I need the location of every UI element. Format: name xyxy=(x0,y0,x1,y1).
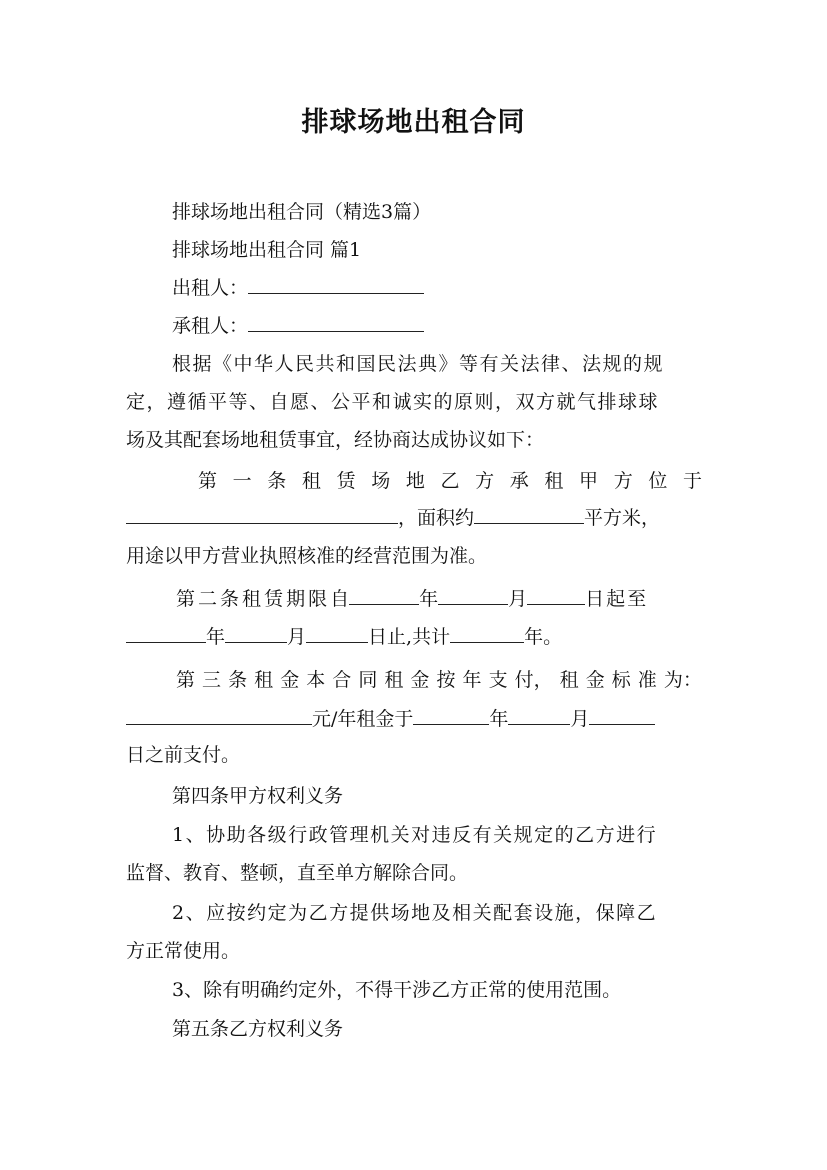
article1-line1 xyxy=(198,463,702,499)
part-heading: 排球场地出租合同 篇1 xyxy=(172,239,362,261)
spread-char: 租 xyxy=(544,470,564,492)
spread-char: 租 xyxy=(559,669,579,691)
pay-day-blank xyxy=(589,702,655,725)
spread-char: 二 xyxy=(198,588,218,610)
spread-char: 条 xyxy=(228,669,248,691)
lessee-label: 承租人： xyxy=(172,315,249,337)
article3-line3: 日之前支付。 xyxy=(126,744,241,766)
pay-year-label: 年 xyxy=(489,708,509,730)
spread-char: 承 xyxy=(509,470,529,492)
spread-char: 位 xyxy=(648,470,668,492)
spread-char: 自 xyxy=(330,588,350,610)
article1-line3: 用途以甲方营业执照核准的经营范围为准。 xyxy=(126,545,488,567)
spread-char: 支 xyxy=(488,669,508,691)
article2-line2 xyxy=(126,619,702,655)
spread-char: 赁 xyxy=(264,588,284,610)
end-year-blank xyxy=(126,620,206,643)
spread-char: 付， xyxy=(514,669,553,691)
end-day-blank xyxy=(306,620,368,643)
lessor-line xyxy=(172,270,702,306)
pay-year-blank xyxy=(413,702,489,725)
spread-char: 租 xyxy=(242,588,262,610)
spread-char: 第 xyxy=(198,470,218,492)
total-years-label: 年。 xyxy=(524,626,563,648)
paragraph-line: 场及其配套场地租赁事宜，经协商达成协议如下： xyxy=(126,429,545,451)
spread-char: 同 xyxy=(358,669,378,691)
spread-char: 三 xyxy=(202,669,222,691)
spread-char: 条 xyxy=(220,588,240,610)
start-day-label: 日起至 xyxy=(585,588,649,610)
spread-char: 地 xyxy=(405,470,425,492)
spread-char: 方 xyxy=(613,470,633,492)
spread-char: 条 xyxy=(267,470,287,492)
spread-char: 标 xyxy=(611,669,631,691)
spread-char: 场 xyxy=(371,470,391,492)
spread-char: 于 xyxy=(682,470,702,492)
spread-char: 金 xyxy=(585,669,605,691)
area-unit: 平方米， xyxy=(584,507,661,529)
spread-char: 金 xyxy=(280,669,300,691)
paragraph-line: 根据《中华人民共和国民法典》等有关法律、法规的规 xyxy=(172,353,665,375)
article4-item2-line2: 方正常使用。 xyxy=(126,940,241,962)
start-month-label: 月 xyxy=(508,588,528,610)
end-month-label: 月 xyxy=(287,626,307,648)
spread-char: 按 xyxy=(436,669,456,691)
spread-char: 限 xyxy=(308,588,328,610)
area-blank xyxy=(474,501,584,524)
lessor-blank xyxy=(248,271,424,294)
article2-lead xyxy=(176,581,349,617)
spread-char: 方 xyxy=(475,470,495,492)
spread-char: 合 xyxy=(332,669,352,691)
pay-month-label: 月 xyxy=(570,708,590,730)
spread-char: 赁 xyxy=(336,470,356,492)
start-year-label: 年 xyxy=(419,588,439,610)
article4-item1-line2: 监督、教育、整顿，直至单方解除合同。 xyxy=(126,862,469,884)
paragraph-line: 定，遵循平等、自愿、公平和诚实的原则，双方就气排球球 xyxy=(126,391,660,413)
spread-char: 为： xyxy=(663,669,702,691)
start-month-blank xyxy=(438,582,508,605)
document-title: 排球场地出租合同 xyxy=(301,107,526,138)
spread-char: 乙 xyxy=(440,470,460,492)
end-month-blank xyxy=(225,620,287,643)
spread-char: 甲 xyxy=(579,470,599,492)
article5-title: 第五条乙方权利义务 xyxy=(172,1018,344,1040)
spread-char: 一 xyxy=(232,470,252,492)
end-day-label: 日止,共计 xyxy=(368,626,451,648)
start-day-blank xyxy=(527,582,585,605)
article4-item1-line1: 1、协助各级行政管理机关对违反有关规定的乙方进行 xyxy=(172,824,658,846)
location-blank xyxy=(126,501,398,524)
lessor-label: 出租人： xyxy=(172,277,249,299)
spread-char: 本 xyxy=(306,669,326,691)
pay-month-blank xyxy=(508,702,570,725)
article1-line2 xyxy=(126,500,702,536)
spread-char: 金 xyxy=(410,669,430,691)
spread-char: 年 xyxy=(462,669,482,691)
article4-item2-line1: 2、应按约定为乙方提供场地及相关配套设施，保障乙 xyxy=(172,902,658,924)
spread-char: 租 xyxy=(384,669,404,691)
area-label: ，面积约 xyxy=(398,507,475,529)
total-years-blank xyxy=(450,620,524,643)
article4-title: 第四条甲方权利义务 xyxy=(172,785,344,807)
subtitle: 排球场地出租合同（精选3篇） xyxy=(172,201,432,223)
start-year-blank xyxy=(349,582,419,605)
lessee-blank xyxy=(248,309,424,332)
rent-unit-label: 元/年租金于 xyxy=(312,708,414,730)
spread-char: 租 xyxy=(301,470,321,492)
rent-amount-blank xyxy=(126,702,312,725)
end-year-label: 年 xyxy=(206,626,226,648)
spread-char: 第 xyxy=(176,669,196,691)
spread-char: 第 xyxy=(176,588,196,610)
spread-char: 准 xyxy=(637,669,657,691)
article2-line1 xyxy=(176,581,702,617)
article3-line2 xyxy=(126,701,702,737)
article3-line1 xyxy=(176,662,702,698)
spread-char: 租 xyxy=(254,669,274,691)
lessee-line xyxy=(172,308,702,344)
spread-char: 期 xyxy=(286,588,306,610)
article4-item3: 3、除有明确约定外，不得干涉乙方正常的使用范围。 xyxy=(172,979,622,1001)
